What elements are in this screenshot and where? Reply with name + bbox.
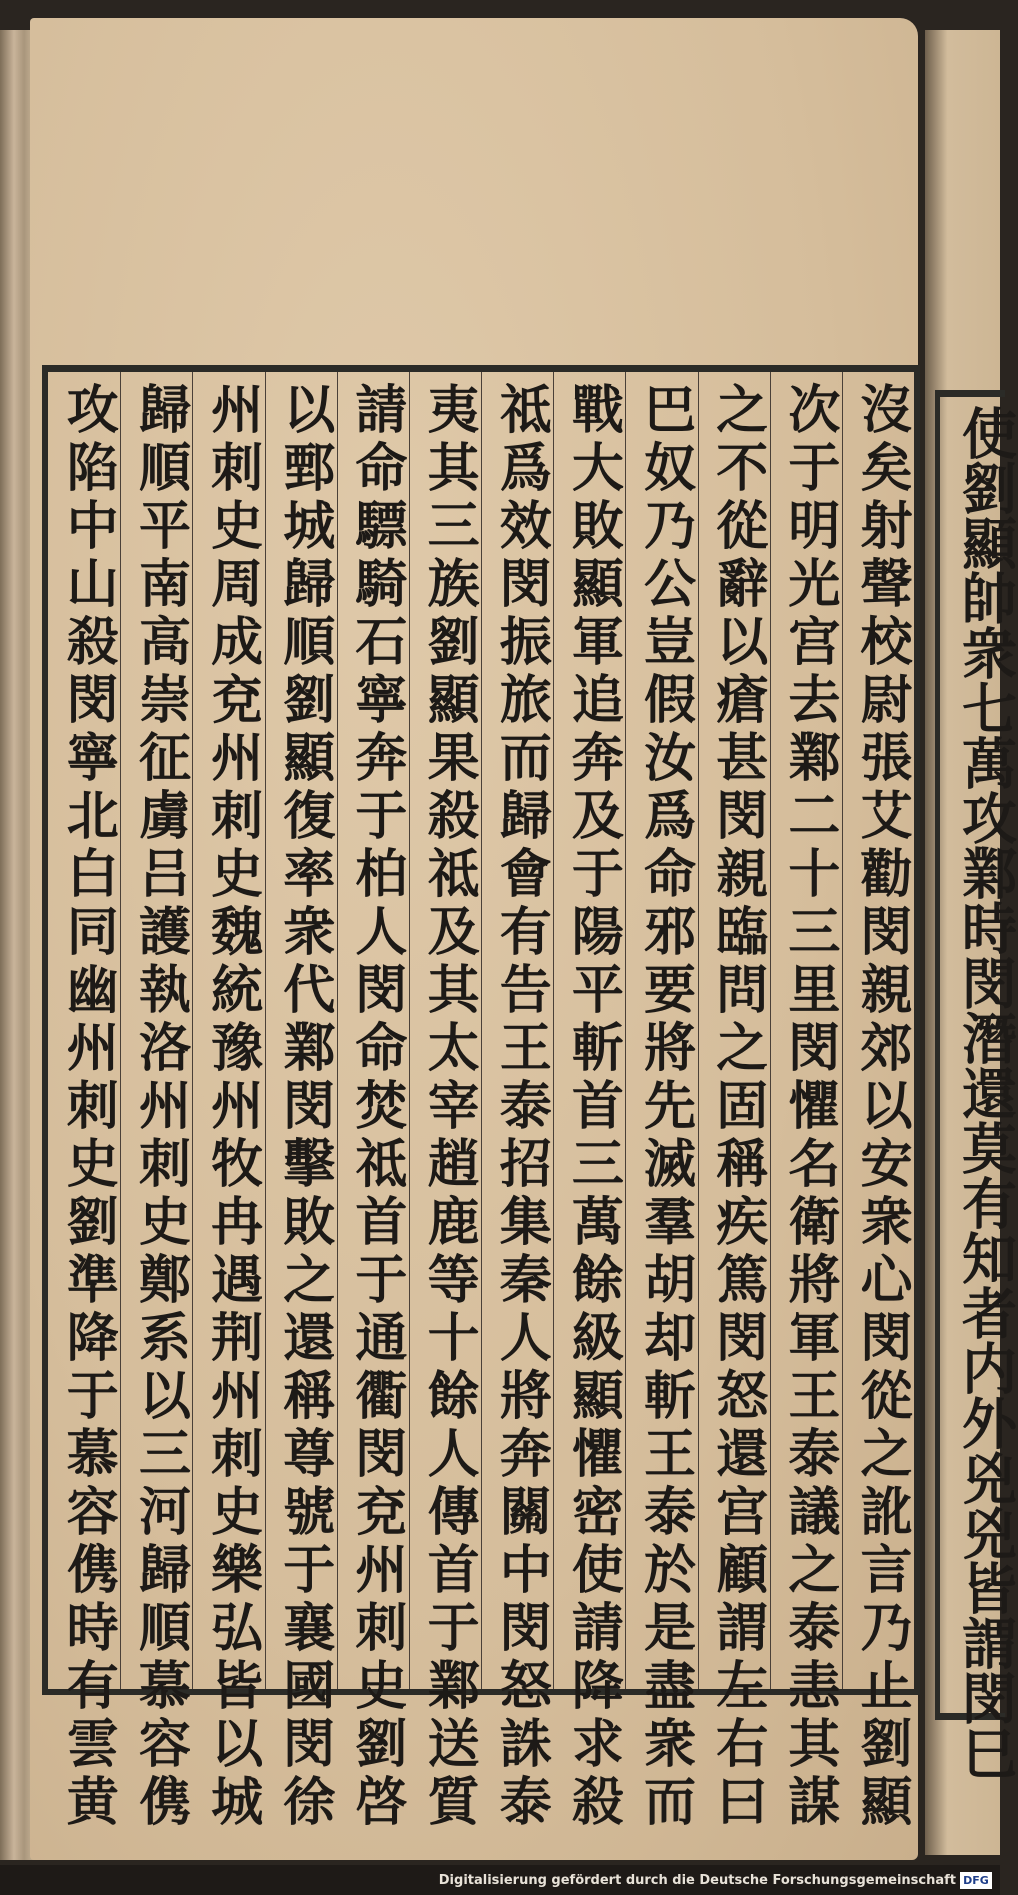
text-column-11: 歸順平南高崇征虜吕護執洛州刺史鄭系以三河歸順慕容㑺 bbox=[120, 372, 192, 1689]
facing-page-frame bbox=[935, 390, 1018, 1780]
text-column-12: 攻陷中山殺閔寧北白同幽州刺史劉準降于慕容㑺時有雲黄 bbox=[57, 382, 119, 1832]
text-column-3: 之不從辭以瘡甚閔親臨問之固稱疾篤閔怒還宫顧謂左右曰 bbox=[698, 372, 770, 1689]
text-column-7: 夷其三族劉顯果殺祗及其太宰趙鹿等十餘人傳首于鄴送質 bbox=[409, 372, 481, 1689]
text-column-1: 沒矣射聲校尉張艾勸閔親郊以安衆心閔從之訛言乃止劉顯 bbox=[842, 372, 914, 1689]
text-columns bbox=[48, 372, 914, 1832]
text-column-2: 次于明光宫去鄴二十三里閔懼名衛將軍王泰議之泰恚其謀 bbox=[770, 372, 842, 1689]
facing-page bbox=[925, 30, 1018, 1855]
facing-page-column: 使劉顯帥衆七萬攻鄴時閔潛還莫有知者内外兇兇皆謂閔巳 bbox=[953, 405, 1018, 1780]
text-column-10: 州刺史周成兗州刺史魏統豫州牧冉遇荆州刺史樂弘皆以城 bbox=[192, 372, 264, 1689]
text-column-5: 戰大敗顯軍追奔及于陽平斬首三萬餘級顯懼密使請降求殺 bbox=[553, 372, 625, 1689]
dfg-logo-icon: DFG bbox=[960, 1872, 992, 1889]
footer-bar bbox=[0, 1865, 1000, 1895]
text-column-9: 以鄄城歸順劉顯復率衆代鄴閔擊敗之還稱尊號于襄國閔徐 bbox=[265, 372, 337, 1689]
text-column-8: 請命驃騎石寧奔于柏人閔命焚祗首于通衢閔兗州刺史劉啓 bbox=[337, 372, 409, 1689]
text-column-4: 巴奴乃公豈假汝爲命邪要將先滅羣胡却斬王泰於是盡衆而 bbox=[625, 372, 697, 1689]
footer-credit: Digitalisierung gefördert durch die Deutsche Forschungsgemeinschaft bbox=[438, 1873, 956, 1888]
text-frame bbox=[42, 365, 920, 1832]
text-column-6: 祗爲效閔振旅而歸會有告王泰招集秦人將奔關中閔怒誅泰 bbox=[481, 372, 553, 1689]
